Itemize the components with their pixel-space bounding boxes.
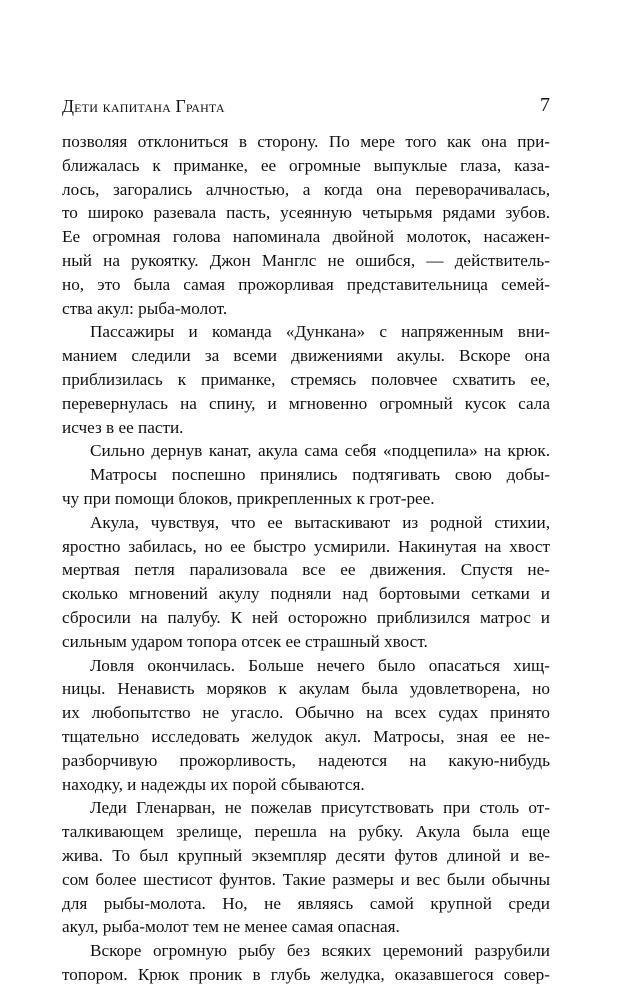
text-line: манием следили за всеми движениями акулы. Вскоре она (62, 346, 550, 366)
body-text (62, 130, 550, 987)
text-line: исчез в ее пасти. (62, 417, 184, 437)
text-line: ный на рукоятку. Джон Манглс не ошибся, — действитель- (62, 250, 550, 270)
text-line: акул, рыба-молот тем не менее самая опасная. (62, 917, 400, 937)
text-line: Леди Гленарван, не пожелав присутствовать при столь от- (90, 798, 550, 818)
text-line: Ее огромная голова напоминала двойной молоток, насажен- (62, 227, 550, 247)
running-title: Дети капитана Гранта (62, 96, 225, 116)
text-line: Матросы поспешно принялись подтягивать свою добы- (90, 465, 550, 485)
text-line: топором. Крюк проник в глубь желудка, оказавшегося совер- (62, 964, 550, 984)
page-header (62, 96, 550, 122)
text-line: позволяя отклониться в сторону. По мере того как она при- (62, 132, 550, 151)
text-line: перевернулась на спину, и мгновенно огромный кусок сала (62, 393, 550, 413)
text-line: но, это была самая прожорливая представительница семей- (62, 274, 550, 294)
text-line: разборчивую прожорливость, надеются на какую-нибудь (62, 750, 550, 770)
text-line: Акула, чувствуя, что ее вытаскивают из родной стихии, (90, 512, 550, 532)
text-line: для рыбы-молота. Но, не являясь самой крупной среди (62, 893, 550, 913)
text-line: то широко разевала пасть, усеянную четырьмя рядами зубов. (62, 203, 550, 223)
text-line: находку, и надежды их порой сбываются. (62, 774, 365, 794)
text-line: яростно забилась, но ее быстро усмирили. Накинутая на хвост (62, 536, 550, 556)
text-line: ницы. Ненависть моряков к акулам была удовлетворена, но (62, 679, 550, 699)
text-line: Вскоре огромную рыбу без всяких церемоний разрубили (90, 941, 550, 961)
text-line: мертвая петля парализовала все ее движения. Спустя не- (62, 560, 550, 580)
text-line: чу при помощи блоков, прикрепленных к грот-рее. (62, 488, 435, 508)
text-line: ближалась к приманке, ее огромные выпуклые глаза, каза- (62, 155, 550, 175)
text-line: сом более шестисот фунтов. Такие размеры и вес были обычны (62, 869, 550, 889)
text-line: жива. То был крупный экземпляр десяти футов длиной и ве- (62, 845, 550, 865)
text-line: Пассажиры и команда «Дункана» с напряженным вни- (90, 322, 550, 342)
text-line: сколько мгновений акулу подняли над бортовыми сетками и (62, 584, 550, 604)
page-number: 7 (540, 94, 550, 116)
text-line: лось, загорались алчностью, а когда она переворачивалась, (62, 179, 550, 199)
text-line: талкивающем зрелище, перешла на рубку. Акула была еще (62, 822, 550, 842)
text-line: Ловля окончилась. Больше нечего было опасаться хищ- (90, 655, 550, 675)
text-line: сбросили на палубу. К ней осторожно приблизился матрос и (62, 607, 550, 627)
text-line: приблизилась к приманке, стремясь половчее схватить ее, (62, 369, 550, 389)
text-line: Сильно дернув канат, акула сама себя «подцепила» на крюк. (90, 441, 550, 461)
text-line: тщательно исследовать желудок акул. Матросы, зная ее не- (62, 726, 550, 746)
text-line: ства акул: рыба-молот. (62, 298, 228, 318)
text-line: их любопытство не угасло. Обычно на всех судах принято (62, 703, 550, 723)
text-line: сильным ударом топора отсек ее страшный хвост. (62, 631, 428, 651)
